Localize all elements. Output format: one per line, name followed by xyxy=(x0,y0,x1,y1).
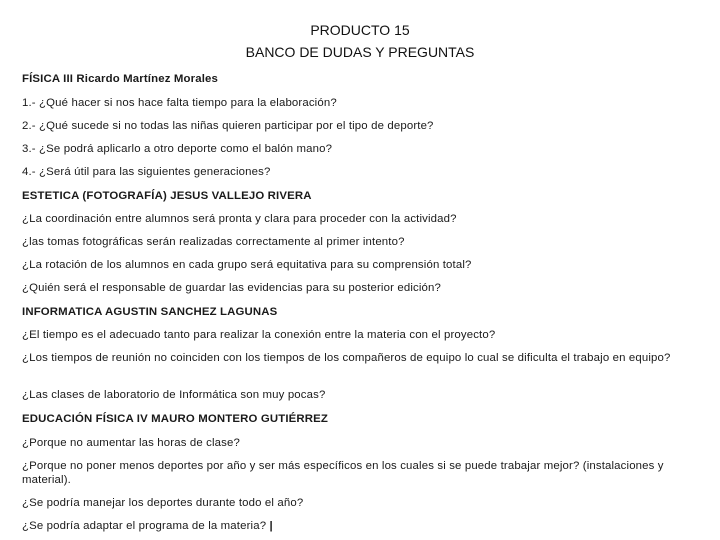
question-item: ¿La coordinación entre alumnos será pronta y clara para proceder con la actividad? xyxy=(22,213,457,225)
section-heading-informatica: INFORMATICA AGUSTIN SANCHEZ LAGUNAS xyxy=(22,306,278,318)
question-text: ¿Se podría adaptar el programa de la materia? xyxy=(22,520,267,532)
question-item: ¿Se podría manejar los deportes durante todo el año? xyxy=(22,497,304,509)
question-item: ¿El tiempo es el adecuado tanto para realizar la conexión entre la materia con el proyecto? xyxy=(22,329,496,341)
question-item: 3.- ¿Se podrá aplicarlo a otro deporte como el balón mano? xyxy=(22,143,333,155)
question-item: 2.- ¿Qué sucede si no todas las niñas quieren participar por el tipo de deporte? xyxy=(22,120,434,132)
section-heading-educacion-fisica: EDUCACIÓN FÍSICA IV MAURO MONTERO GUTIÉRREZ xyxy=(22,413,328,425)
question-item: ¿Porque no aumentar las horas de clase? xyxy=(22,437,240,449)
text-cursor: | xyxy=(269,520,273,532)
question-item: ¿La rotación de los alumnos en cada grupo será equitativa para su comprensión total? xyxy=(22,259,472,271)
section-heading-estetica: ESTETICA (FOTOGRAFÍA) JESUS VALLEJO RIVERA xyxy=(22,190,312,202)
question-item: ¿Porque no poner menos deportes por año y ser más específicos en los cuales si se puede trabajar mejor? (instalaciones y material). xyxy=(22,460,664,486)
question-item: 4.- ¿Será útil para las siguientes generaciones? xyxy=(22,166,271,178)
question-item: ¿Las clases de laboratorio de Informática son muy pocas? xyxy=(22,389,326,401)
question-item: 1.- ¿Qué hacer si nos hace falta tiempo para la elaboración? xyxy=(22,97,337,109)
document-title: PRODUCTO 15 xyxy=(310,22,410,38)
question-item: ¿Quién será el responsable de guardar las evidencias para su posterior edición? xyxy=(22,282,441,294)
document-subtitle: BANCO DE DUDAS Y PREGUNTAS xyxy=(245,44,475,60)
question-item: ¿las tomas fotográficas serán realizadas correctamente al primer intento? xyxy=(22,236,405,248)
question-item: ¿Los tiempos de reunión no coinciden con los tiempos de los compañeros de equipo lo cual se dificulta el trabajo en equipo? xyxy=(22,352,671,364)
section-heading-fisica: FÍSICA III Ricardo Martínez Morales xyxy=(22,73,218,85)
question-item xyxy=(22,519,273,533)
